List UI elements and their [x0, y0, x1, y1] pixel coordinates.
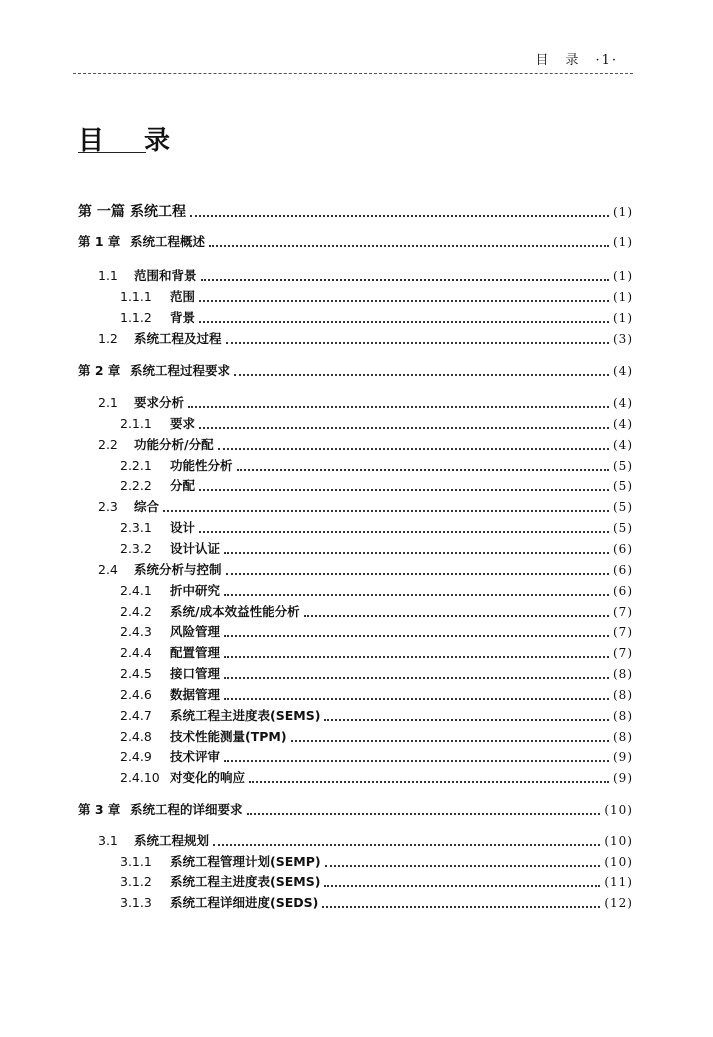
- toc-entry: [0, 581, 633, 601]
- toc-entry-page: (5): [613, 500, 633, 514]
- toc-entry-title: 背景: [170, 310, 196, 325]
- title-char-1: 目: [78, 126, 105, 156]
- toc-entry-page: (6): [613, 542, 633, 556]
- toc-entry-number: 2.4.7: [120, 708, 152, 723]
- toc-leader-dots: [199, 531, 609, 533]
- toc-entry-number: 第 1 章: [78, 234, 121, 249]
- toc-entry-title: 折中研究: [170, 583, 221, 598]
- toc-entry: [0, 852, 633, 872]
- toc-entry: [0, 232, 633, 252]
- toc-entry-title: 系统工程主进度表(SEMS): [170, 874, 321, 889]
- toc-leader-dots: [226, 573, 609, 575]
- toc-entry-title: 系统工程的详细要求: [130, 802, 243, 817]
- toc-entry: [0, 768, 633, 788]
- toc-entry-page: (10): [604, 834, 633, 848]
- toc-entry-number: 3.1.3: [120, 895, 152, 910]
- toc-leader-dots: [190, 215, 609, 217]
- toc-entry-title: 数据管理: [170, 687, 221, 702]
- toc-entry: [0, 893, 633, 913]
- toc-entry: [0, 643, 633, 663]
- toc-entry-title: 系统工程详细进度(SEDS): [170, 895, 319, 910]
- title-underline: [78, 152, 146, 153]
- toc-entry-page: (6): [613, 563, 633, 577]
- toc-entry-page: (8): [613, 667, 633, 681]
- toc-entry-title: 对变化的响应: [170, 770, 246, 785]
- toc-entry-title: 系统工程管理计划(SEMP): [170, 854, 321, 869]
- toc-entry: [0, 800, 633, 820]
- toc-entry-number: 2.4.2: [120, 604, 152, 619]
- toc-entry: [0, 308, 633, 328]
- toc-leader-dots: [201, 279, 609, 281]
- toc-entry-page: (1): [613, 205, 633, 219]
- toc-entry-number: 第 3 章: [78, 802, 121, 817]
- toc-entry: [0, 685, 633, 705]
- header-rule: [73, 73, 633, 74]
- toc-entry-title: 分配: [170, 478, 196, 493]
- toc-entry-number: 2.3: [98, 499, 118, 514]
- toc-entry-number: 2.1.1: [120, 416, 152, 431]
- toc-entry-title: 功能分析/分配: [134, 437, 214, 452]
- toc-entry-number: 2.2: [98, 437, 118, 452]
- toc-entry-number: 2.4: [98, 562, 118, 577]
- toc-entry-number: 2.3.2: [120, 541, 152, 556]
- toc-leader-dots: [247, 813, 601, 815]
- toc-entry: [0, 727, 633, 747]
- toc-leader-dots: [199, 427, 609, 429]
- toc-entry-number: 2.4.3: [120, 624, 152, 639]
- toc-entry-page: (8): [613, 730, 633, 744]
- toc-entry-title: 风险管理: [170, 624, 221, 639]
- toc-entry-page: (6): [613, 584, 633, 598]
- toc-entry-number: 2.4.5: [120, 666, 152, 681]
- toc-entry-number: 1.1.2: [120, 310, 152, 325]
- toc-entry-number: 2.2.1: [120, 458, 152, 473]
- toc-leader-dots: [224, 698, 609, 700]
- toc-entry-number: 2.4.9: [120, 749, 152, 764]
- toc-leader-dots: [237, 469, 609, 471]
- toc-entry: [0, 456, 633, 476]
- toc-entry-title: 功能性分析: [170, 458, 233, 473]
- toc-entry: [0, 414, 633, 434]
- toc-leader-dots: [218, 448, 609, 450]
- toc-entry: [0, 539, 633, 559]
- toc-entry-title: 系统工程规划: [134, 833, 210, 848]
- toc-entry-page: (4): [613, 364, 633, 378]
- toc-entry-page: (12): [604, 896, 633, 910]
- toc-entry: [0, 747, 633, 767]
- toc-leader-dots: [322, 906, 600, 908]
- toc-entry: [0, 202, 633, 222]
- toc-entry-number: 2.1: [98, 395, 118, 410]
- toc-entry-title: 要求: [170, 416, 196, 431]
- title-char-2: 录: [144, 126, 171, 156]
- toc-entry: [0, 602, 633, 622]
- toc-entry-page: (7): [613, 605, 633, 619]
- toc-leader-dots: [188, 406, 609, 408]
- toc-leader-dots: [224, 552, 609, 554]
- toc-entry-title: 配置管理: [170, 645, 221, 660]
- toc-entry: [0, 706, 633, 726]
- toc-entry-title: 技术性能测量(TPM): [170, 729, 287, 744]
- toc-entry-number: 2.3.1: [120, 520, 152, 535]
- toc-entry-title: 设计认证: [170, 541, 221, 556]
- toc-entry-page: (4): [613, 396, 633, 410]
- toc-entry-title: 要求分析: [134, 395, 185, 410]
- toc-entry: [0, 872, 633, 892]
- toc-entry-title: 技术评审: [170, 749, 221, 764]
- toc-entry-title: 范围: [170, 289, 196, 304]
- toc-entry-page: (10): [604, 803, 633, 817]
- toc-entry: [0, 266, 633, 286]
- toc-entry: [0, 622, 633, 642]
- toc-entry-page: (11): [604, 875, 633, 889]
- toc-leader-dots: [224, 635, 609, 637]
- toc-leader-dots: [209, 245, 609, 247]
- toc-entry-page: (10): [604, 855, 633, 869]
- toc-leader-dots: [224, 594, 609, 596]
- toc-leader-dots: [224, 760, 609, 762]
- page-title: [78, 120, 170, 157]
- toc-leader-dots: [163, 510, 609, 512]
- toc-entry-page: (3): [613, 332, 633, 346]
- toc-entry-title: 系统工程过程要求: [130, 363, 231, 378]
- toc-entry-number: 2.4.6: [120, 687, 152, 702]
- toc-entry-page: (1): [613, 269, 633, 283]
- toc-leader-dots: [324, 885, 600, 887]
- toc-leader-dots: [325, 865, 601, 867]
- toc-leader-dots: [234, 374, 609, 376]
- toc-entry-page: (1): [613, 290, 633, 304]
- toc-entry-number: 1.2: [98, 331, 118, 346]
- toc-entry-page: (7): [613, 646, 633, 660]
- toc-leader-dots: [291, 740, 609, 742]
- toc-entry: [0, 476, 633, 496]
- toc-leader-dots: [249, 781, 609, 783]
- toc-leader-dots: [224, 677, 609, 679]
- toc-entry-page: (8): [613, 709, 633, 723]
- toc-entry: [0, 435, 633, 455]
- toc-entry-page: (4): [613, 417, 633, 431]
- toc-entry-page: (1): [613, 311, 633, 325]
- toc-entry-page: (4): [613, 438, 633, 452]
- toc-entry-page: (9): [613, 750, 633, 764]
- toc-leader-dots: [199, 321, 609, 323]
- toc-entry: [0, 393, 633, 413]
- toc-entry-title: 综合: [134, 499, 160, 514]
- toc-entry-title: 系统分析与控制: [134, 562, 222, 577]
- toc-leader-dots: [213, 844, 600, 846]
- toc-entry-page: (5): [613, 521, 633, 535]
- toc-entry-number: 3.1: [98, 833, 118, 848]
- toc-entry-page: (8): [613, 688, 633, 702]
- toc-entry: [0, 361, 633, 381]
- toc-entry-title: 系统工程及过程: [134, 331, 222, 346]
- toc-entry-page: (1): [613, 235, 633, 249]
- toc-entry-number: 1.1.1: [120, 289, 152, 304]
- toc-leader-dots: [224, 656, 609, 658]
- toc-entry: [0, 560, 633, 580]
- toc-entry-page: (7): [613, 625, 633, 639]
- toc-entry: [0, 664, 633, 684]
- toc-entry-page: (5): [613, 459, 633, 473]
- toc-leader-dots: [226, 342, 609, 344]
- toc-entry-number: 2.4.4: [120, 645, 152, 660]
- toc-entry-title: 系统工程主进度表(SEMS): [170, 708, 321, 723]
- toc-entry: [0, 287, 633, 307]
- toc-entry-number: 2.4.1: [120, 583, 152, 598]
- toc-entry-number: 2.4.10: [120, 770, 160, 785]
- toc-entry-number: 第 一篇: [78, 204, 125, 220]
- toc-entry-title: 接口管理: [170, 666, 221, 681]
- toc-leader-dots: [304, 615, 609, 617]
- toc-entry: [0, 518, 633, 538]
- toc-leader-dots: [324, 719, 609, 721]
- toc-entry-number: 第 2 章: [78, 363, 121, 378]
- toc-entry-title: 范围和背景: [134, 268, 197, 283]
- toc-entry-number: 2.4.8: [120, 729, 152, 744]
- running-head: 目 录 ·1·: [535, 53, 618, 68]
- toc-leader-dots: [199, 489, 609, 491]
- toc-entry-page: (9): [613, 771, 633, 785]
- toc-entry-number: 2.2.2: [120, 478, 152, 493]
- toc-leader-dots: [199, 300, 609, 302]
- toc-entry-title: 系统/成本效益性能分析: [170, 604, 300, 619]
- toc-entry-number: 3.1.2: [120, 874, 152, 889]
- toc-entry: [0, 329, 633, 349]
- toc-entry: [0, 497, 633, 517]
- toc-entry-title: 系统工程概述: [130, 234, 206, 249]
- toc-entry: [0, 831, 633, 851]
- toc-entry-number: 3.1.1: [120, 854, 152, 869]
- toc-entry-page: (5): [613, 479, 633, 493]
- toc-entry-title: 设计: [170, 520, 196, 535]
- toc-entry-title: 系统工程: [130, 204, 186, 220]
- toc-entry-number: 1.1: [98, 268, 118, 283]
